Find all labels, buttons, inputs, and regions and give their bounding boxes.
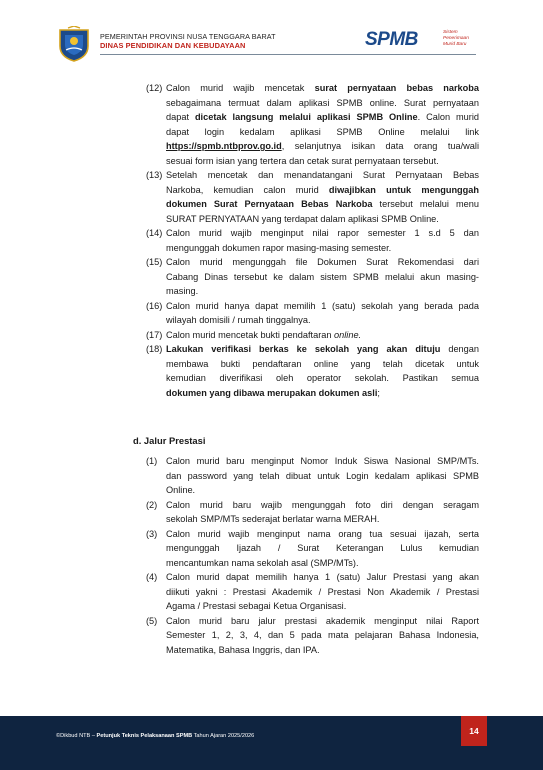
text-line: [166, 614, 479, 629]
footer-copyright: ©Dikbud NTB: [56, 733, 91, 739]
text-line: [166, 212, 479, 227]
text-line: [166, 541, 479, 556]
text-line: [166, 342, 479, 357]
text-segment: Semester 1, 2, 3, 4, dan 5 pada mata pelajaran Bahasa Indonesia,: [166, 630, 479, 640]
text-segment: SURAT PERNYATAAN yang terdapat dalam aplikasi SPMB Online.: [166, 213, 439, 224]
footer-doc-title: Petunjuk Teknis Pelaksanaan SPMB: [96, 733, 193, 739]
list-item-number: (15): [146, 257, 163, 267]
header-divider: [100, 54, 476, 55]
text-segment: dapat login kedalam aplikasi SPMB Online melalui link: [166, 126, 479, 137]
text-segment: dokumen yang dibawa merupakan dokumen asli: [166, 387, 378, 398]
text-line: [166, 313, 479, 328]
section-title-jalur-prestasi: d. Jalur Prestasi: [133, 435, 206, 446]
list-item-text: [166, 299, 479, 328]
text-line: [166, 512, 479, 527]
provincial-crest-icon: [58, 26, 90, 62]
list-item: [146, 226, 479, 255]
text-segment: Calon murid wajib menginput nilai rapor semester 1 s.d 5 dan: [166, 228, 479, 238]
text-line: [166, 183, 479, 198]
text-segment: Calon murid baru menginput Nomor Induk Siswa Nasional SMP/MTs.: [166, 456, 479, 466]
list-item: [146, 498, 479, 527]
text-segment: Calon murid baru wajib mengunggah foto diri dengan seragam: [166, 499, 479, 510]
text-line: [166, 599, 479, 614]
page-header: [0, 0, 543, 70]
org-name-department: DINAS PENDIDIKAN DAN KEBUDAYAAN: [100, 41, 246, 50]
text-segment: surat pernyataan bebas narkoba: [314, 83, 479, 93]
list-item-number: (18): [146, 344, 163, 354]
footer-text: [56, 733, 254, 739]
text-segment: dengan: [440, 344, 479, 354]
text-line: [166, 386, 479, 401]
text-line: [166, 241, 479, 256]
list-item-number: (17): [146, 329, 163, 340]
text-segment: diwajibkan untuk mengunggah: [328, 184, 479, 195]
text-line: [166, 284, 479, 299]
list-item-text: [166, 81, 479, 168]
list-item-text: [166, 168, 479, 226]
list-item: [146, 168, 479, 226]
text-segment: Calon murid mencetak bukti pendaftaran: [166, 329, 335, 340]
spmb-brand-sub-2: Penerimaan: [443, 36, 469, 41]
text-segment: Narkoba, kemudian calon murid: [166, 184, 329, 195]
footer-separator: –: [90, 733, 97, 739]
text-segment: diikuti yakni : Prestasi Akademik / Prestasi Non Akademik / Prestasi: [166, 586, 479, 597]
text-segment: Calon murid dapat memilih hanya 1 (satu) Jalur Prestasi yang akan: [166, 572, 479, 582]
list-item-number: (2): [146, 499, 158, 510]
text-segment: Calon murid hanya dapat memilih 1 (satu) sekolah yang berada pada: [166, 300, 479, 311]
text-line: [166, 357, 479, 372]
list-item: [146, 81, 479, 168]
text-line: [166, 643, 479, 658]
text-segment: Setelah mencetak dan menandatangani Surat Pernyataan Bebas: [166, 170, 479, 180]
text-segment: kemudian diverifikasi oleh operator sekolah. Pastikan semua: [166, 373, 479, 383]
text-line: [166, 154, 479, 169]
text-segment: sebagaimana termuat dalam aplikasi SPMB online. Surat pernyataan: [166, 97, 479, 108]
list-item-text: [166, 454, 479, 498]
list-item: [146, 255, 479, 299]
text-segment: Calon murid mengunggah file Dokumen Surat Rekomendasi dari: [166, 257, 479, 267]
list-item-text: [166, 527, 479, 571]
org-name-province: PEMERINTAH PROVINSI NUSA TENGGARA BARAT: [100, 32, 276, 41]
list-item-text: [166, 255, 479, 299]
list-item: [146, 614, 479, 658]
footer-year: Tahun Ajaran 2025/2026: [192, 733, 255, 739]
list-item-number: (5): [146, 615, 158, 626]
text-segment: Calon murid wajib mencetak: [166, 83, 315, 93]
list-item-number: (13): [146, 170, 163, 180]
text-segment: dan password yang telah dibuat untuk Login kedalam aplikasi SPMB: [166, 470, 479, 481]
list-item: [146, 570, 479, 614]
text-line: [166, 110, 479, 125]
text-line: [166, 125, 479, 140]
list-item-text: [166, 614, 479, 658]
text-line: [166, 483, 479, 498]
text-line: [166, 570, 479, 585]
text-segment: sesuai form isian yang tertera dan cetak surat pernyataan tersebut.: [166, 155, 439, 166]
list-item-text: [166, 226, 479, 255]
list-item: [146, 342, 479, 400]
text-line: [166, 255, 479, 270]
list-item: [146, 527, 479, 571]
text-segment: Online.: [166, 485, 196, 495]
text-segment: Cabang Dinas tersebut ke dalam sistem SPMB melalui akun masing-: [166, 271, 479, 282]
text-line: [166, 270, 479, 285]
text-line: [166, 585, 479, 600]
text-line: [166, 498, 479, 513]
text-line: [166, 226, 479, 241]
list-item: [146, 299, 479, 328]
text-line: [166, 628, 479, 643]
text-segment: . Calon murid: [417, 112, 480, 122]
text-line: [166, 168, 479, 183]
text-line: [166, 197, 479, 212]
text-line: [166, 469, 479, 484]
list-item-number: (4): [146, 572, 158, 582]
text-line: [166, 527, 479, 542]
list-item-text: [166, 328, 479, 343]
list-item-text: [166, 570, 479, 614]
text-segment: dokumen Surat Pernyataan Bebas Narkoba: [166, 199, 373, 209]
text-line: [166, 556, 479, 571]
text-segment: dicetak langsung melalui aplikasi SPMB Online: [194, 112, 418, 122]
text-segment: Matematika, Bahasa Inggris, dan IPA.: [166, 644, 320, 655]
text-segment: dapat: [166, 112, 195, 122]
text-segment: mengunggah dokumen rapor masing-masing semester.: [166, 242, 392, 253]
text-line: [166, 96, 479, 111]
spmb-brand-text: SPMB: [365, 29, 418, 50]
text-segment: tersebut melalui menu: [372, 199, 479, 209]
text-line: [166, 371, 479, 386]
text-line: [166, 81, 479, 96]
list-item-number: (3): [146, 528, 158, 539]
list-item: [146, 454, 479, 498]
text-segment: wilayah domisili / rumah tinggalnya.: [166, 315, 311, 325]
text-segment: Calon murid baru jalur prestasi akademik menginput nilai Raport: [166, 615, 479, 626]
spmb-brand-sub-1: Sistem: [443, 30, 458, 35]
registration-link[interactable]: https://spmb.ntbprov.go.id: [166, 141, 282, 151]
spmb-logo: [365, 26, 475, 52]
text-line: [166, 139, 479, 154]
spmb-brand-sub-3: Murid Baru: [443, 42, 467, 47]
list-item: [146, 328, 479, 343]
list-item-number: (16): [146, 300, 163, 311]
text-segment: ;: [377, 387, 380, 398]
text-segment: masing.: [166, 286, 199, 296]
list-item-number: (12): [146, 83, 163, 93]
page-number: 14: [461, 716, 487, 746]
text-segment: Lakukan verifikasi berkas ke sekolah yang akan dituju: [166, 344, 441, 354]
text-line: [166, 328, 479, 343]
text-segment: Calon murid wajib menginput nama orang tua sesuai ijazah, serta: [166, 528, 479, 539]
text-segment: membawa bukti pendaftaran online yang telah dicetak untuk: [166, 358, 479, 369]
text-line: [166, 299, 479, 314]
text-segment: Agama / Prestasi sebagai Ketua Organisasi.: [166, 601, 347, 611]
list-item-number: (1): [146, 456, 158, 466]
text-line: [166, 454, 479, 469]
text-segment: mencantumkan nama sekolah asal (SMP/MTs).: [166, 557, 359, 568]
list-item-number: (14): [146, 228, 163, 238]
text-segment: mengunggah Ijazah / Surat Keterangan Lulus kemudian: [166, 543, 479, 553]
list-item-text: [166, 498, 479, 527]
text-segment: , selanjutnya isikan data orang tua/wali: [281, 141, 479, 151]
text-segment: sekolah SMP/MTs sederajat berlatar warna MERAH.: [166, 514, 380, 524]
text-segment: online.: [334, 329, 362, 340]
list-item-text: [166, 342, 479, 400]
